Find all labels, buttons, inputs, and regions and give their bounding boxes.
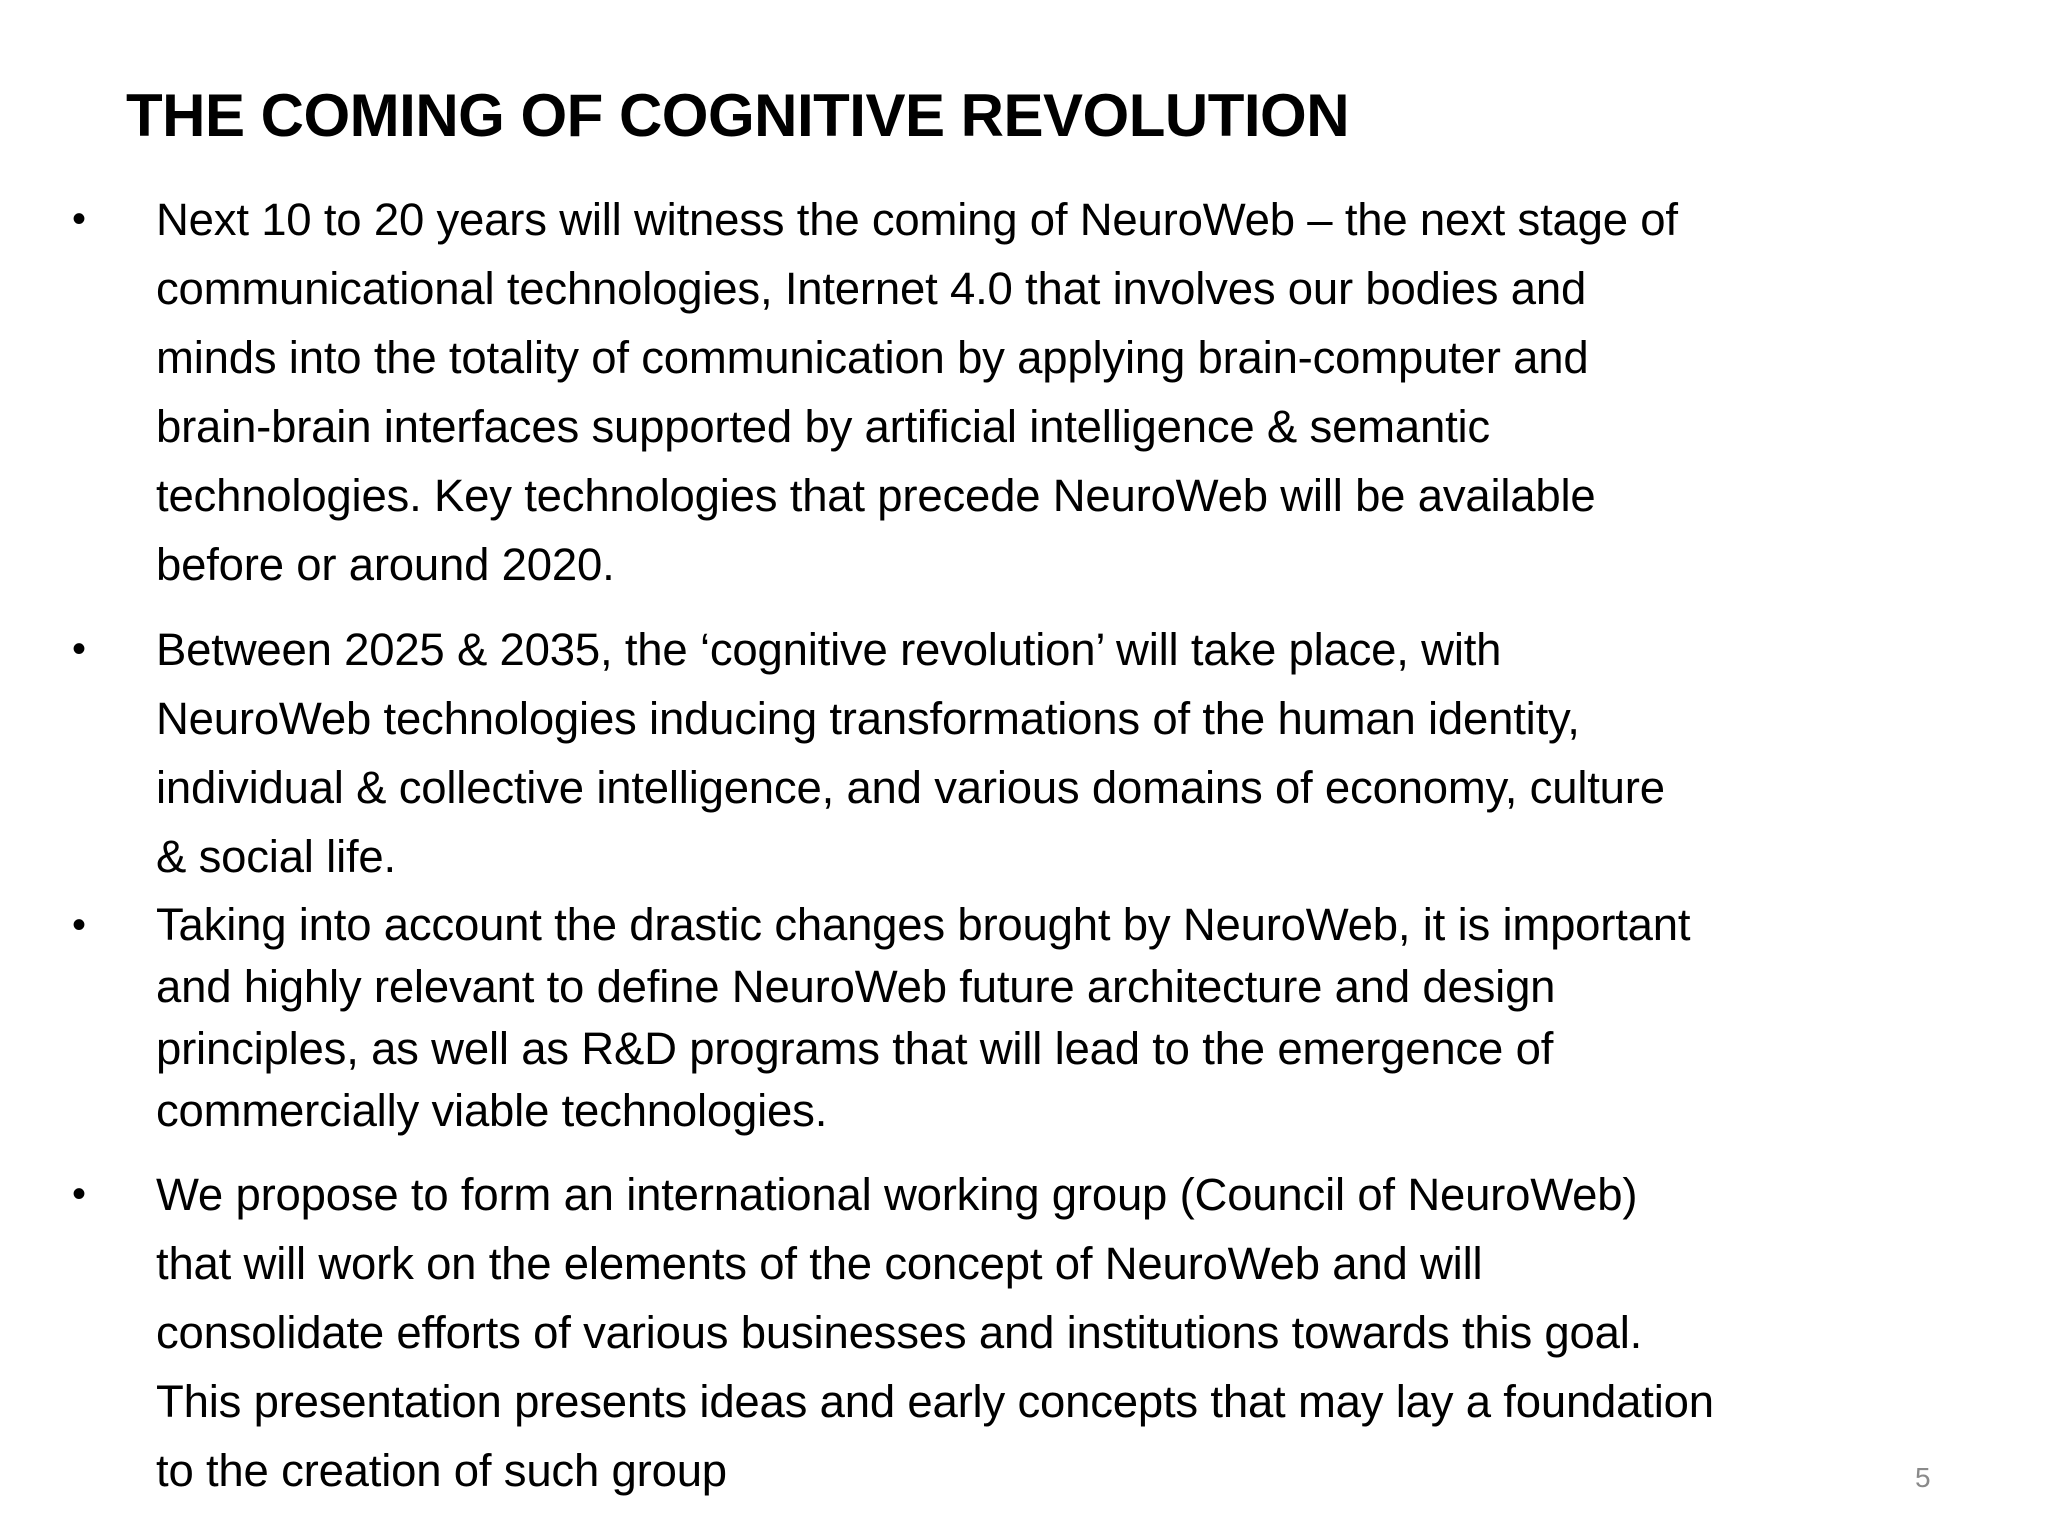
- bullet-text-line: principles, as well as R&D programs that will lead to the emergence of: [156, 1023, 1554, 1074]
- bullet-text-line: brain-brain interfaces supported by artificial intelligence & semantic: [156, 401, 1490, 452]
- bullet-text-line: Next 10 to 20 years will witness the coming of NeuroWeb – the next stage of: [156, 194, 1678, 245]
- bullet-dot-icon: •: [72, 197, 86, 241]
- bullet-text-line: individual & collective intelligence, and various domains of economy, culture: [156, 762, 1665, 813]
- slide-title: THE COMING OF COGNITIVE REVOLUTION: [126, 82, 1350, 149]
- bullet-text-line: Between 2025 & 2035, the ‘cognitive revolution’ will take place, with: [156, 624, 1502, 675]
- bullet-item: [72, 615, 1992, 891]
- bullet-dot-icon: •: [72, 903, 86, 947]
- bullet-text-line: and highly relevant to define NeuroWeb future architecture and design: [156, 961, 1556, 1012]
- bullet-text-line: before or around 2020.: [156, 539, 615, 590]
- bullet-text-line: to the creation of such group: [156, 1445, 727, 1496]
- bullet-dot-icon: •: [72, 1172, 86, 1216]
- bullet-text-line: commercially viable technologies.: [156, 1085, 828, 1136]
- bullet-item: [72, 894, 1992, 1142]
- page-number: 5: [1915, 1462, 1931, 1493]
- bullet-list: [72, 185, 1992, 1505]
- bullet-text-line: We propose to form an international working group (Council of NeuroWeb): [156, 1169, 1638, 1220]
- bullet-text-line: that will work on the elements of the concept of NeuroWeb and will: [156, 1238, 1483, 1289]
- bullet-text-line: Taking into account the drastic changes brought by NeuroWeb, it is important: [156, 899, 1691, 950]
- bullet-text-line: consolidate efforts of various businesses and institutions towards this goal.: [156, 1307, 1643, 1358]
- bullet-text-line: NeuroWeb technologies inducing transformations of the human identity,: [156, 693, 1580, 744]
- bullet-text-line: This presentation presents ideas and early concepts that may lay a foundation: [156, 1376, 1714, 1427]
- bullet-text-line: technologies. Key technologies that precede NeuroWeb will be available: [156, 470, 1596, 521]
- bullet-text-line: communicational technologies, Internet 4.0 that involves our bodies and: [156, 263, 1587, 314]
- bullet-text-line: & social life.: [156, 831, 396, 882]
- bullet-dot-icon: •: [72, 627, 86, 671]
- bullet-text-line: minds into the totality of communication by applying brain-computer and: [156, 332, 1589, 383]
- bullet-item: [72, 1160, 1992, 1505]
- bullet-item: [72, 185, 1992, 599]
